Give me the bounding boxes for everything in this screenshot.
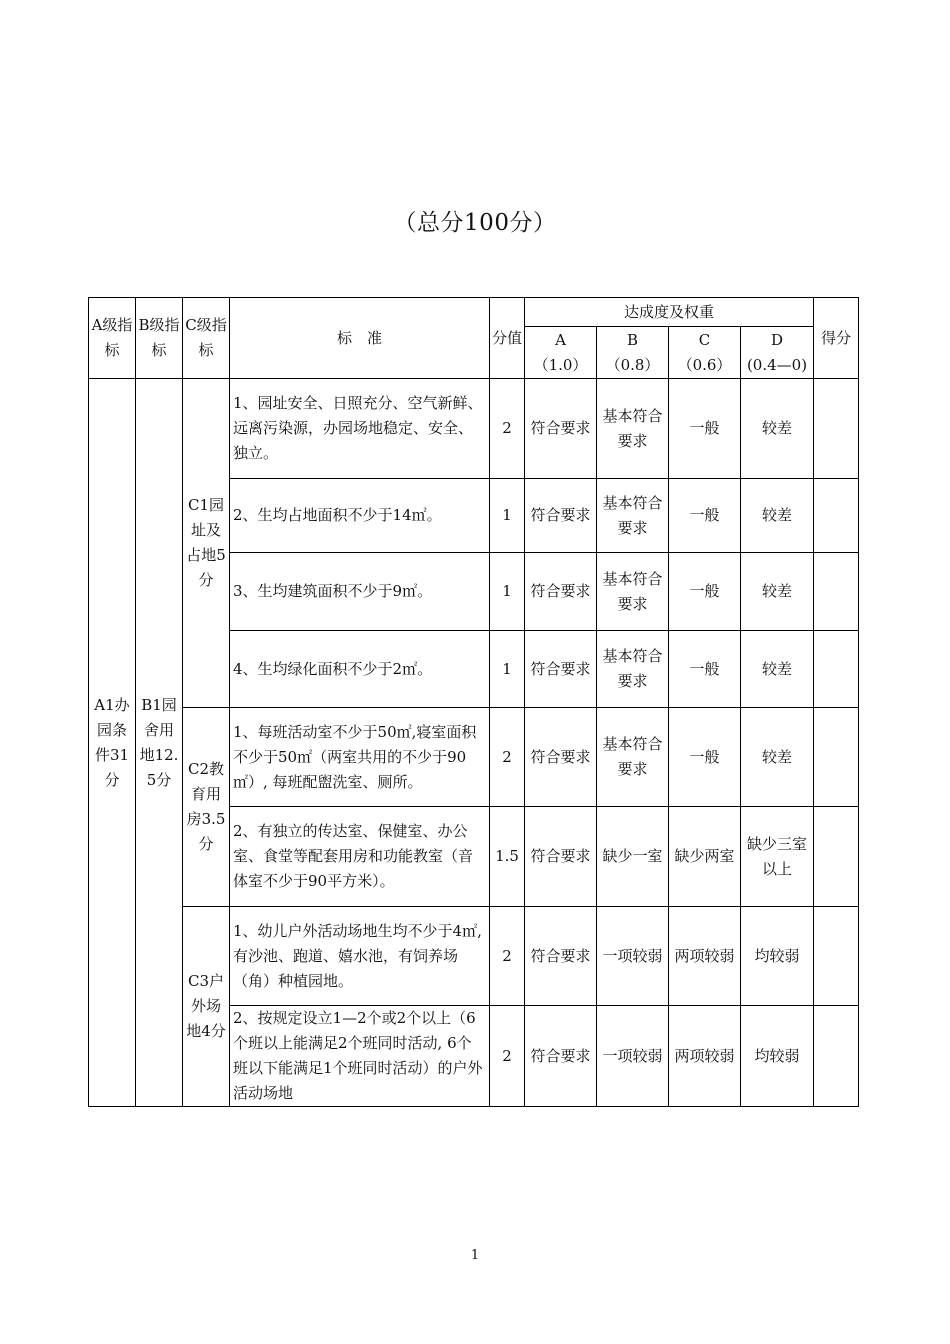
grade-d-letter: D [770, 330, 784, 349]
standard-cell: 1、园址安全、日照充分、空气新鲜、远离污染源，办园场地稳定、安全、独立。 [230, 379, 490, 479]
score-value-cell: 1 [490, 553, 525, 631]
b1-cell: B1园舍用地12.5分 [136, 379, 183, 1107]
page-title: （总分100分） [393, 210, 557, 236]
c3-cell: C3户外场地4分 [183, 907, 230, 1107]
grade-a-letter: A [555, 330, 566, 349]
grade-d-cell: 较差 [741, 553, 814, 631]
header-grade-d [741, 327, 814, 379]
standard-cell: 1、每班活动室不少于50㎡,寝室面积不少于50㎡（两室共用的不少于90㎡）, 每班配盥洗室、厕所。 [230, 708, 490, 807]
obtained-score-cell[interactable] [814, 1006, 859, 1107]
grade-c-cell: 两项较弱 [669, 907, 741, 1006]
grade-c-cell: 一般 [669, 631, 741, 708]
grade-c-cell: 一般 [669, 553, 741, 631]
header-b-level: B级指标 [136, 298, 183, 379]
score-value-cell: 1.5 [490, 807, 525, 907]
grade-a-cell: 符合要求 [525, 379, 597, 479]
grade-d-cell: 均较弱 [741, 1006, 814, 1107]
score-value-cell: 2 [490, 708, 525, 807]
evaluation-table [88, 297, 859, 1107]
grade-a-cell: 符合要求 [525, 708, 597, 807]
grade-a-cell: 符合要求 [525, 479, 597, 553]
grade-b-cell: 基本符合要求 [597, 631, 669, 708]
grade-d-cell: 较差 [741, 379, 814, 479]
header-grade-a [525, 327, 597, 379]
c2-cell: C2教育用房3.5分 [183, 708, 230, 907]
score-value-cell: 1 [490, 479, 525, 553]
grade-b-cell: 缺少一室 [597, 807, 669, 907]
grade-b-cell: 一项较弱 [597, 907, 669, 1006]
header-c-level: C级指标 [183, 298, 230, 379]
obtained-score-cell[interactable] [814, 553, 859, 631]
grade-a-cell: 符合要求 [525, 631, 597, 708]
grade-b-cell: 基本符合要求 [597, 479, 669, 553]
grade-b-letter: B [626, 330, 639, 349]
grade-c-cell: 一般 [669, 379, 741, 479]
obtained-score-cell[interactable] [814, 631, 859, 708]
score-value-cell: 2 [490, 907, 525, 1006]
grade-c-cell: 缺少两室 [669, 807, 741, 907]
grade-c-cell: 一般 [669, 708, 741, 807]
page-number: 1 [470, 1248, 480, 1263]
score-value-cell: 2 [490, 1006, 525, 1107]
grade-b-cell: 基本符合要求 [597, 553, 669, 631]
grade-c-weight: （0.6） [677, 355, 732, 374]
header-grade-b [597, 327, 669, 379]
header-a-level: A级指标 [89, 298, 136, 379]
header-obtained: 得分 [814, 298, 859, 379]
obtained-score-cell[interactable] [814, 479, 859, 553]
grade-b-cell: 基本符合要求 [597, 708, 669, 807]
standard-cell: 3、生均建筑面积不少于9㎡。 [230, 553, 490, 631]
grade-c-letter: C [698, 330, 711, 349]
header-score-value: 分值 [490, 298, 525, 379]
grade-c-cell: 两项较弱 [669, 1006, 741, 1107]
obtained-score-cell[interactable] [814, 379, 859, 479]
grade-b-cell: 一项较弱 [597, 1006, 669, 1107]
grade-d-cell: 均较弱 [741, 907, 814, 1006]
grade-d-cell: 较差 [741, 708, 814, 807]
score-value-cell: 1 [490, 631, 525, 708]
standard-cell: 2、有独立的传达室、保健室、办公室、食堂等配套用房和功能教室（音体室不少于90平方米）。 [230, 807, 490, 907]
a1-cell: A1办园条件31分 [89, 379, 136, 1107]
standard-cell: 2、生均占地面积不少于14㎡。 [230, 479, 490, 553]
header-row [89, 298, 859, 327]
obtained-score-cell[interactable] [814, 807, 859, 907]
header-achievement: 达成度及权重 [525, 298, 814, 327]
c1-cell: C1园址及占地5分 [183, 379, 230, 708]
obtained-score-cell[interactable] [814, 907, 859, 1006]
grade-b-weight: （0.8） [605, 355, 660, 374]
grade-a-cell: 符合要求 [525, 807, 597, 907]
grade-a-weight: （1.0） [533, 355, 588, 374]
grade-a-cell: 符合要求 [525, 553, 597, 631]
grade-c-cell: 一般 [669, 479, 741, 553]
grade-d-cell: 较差 [741, 479, 814, 553]
grade-a-cell: 符合要求 [525, 907, 597, 1006]
obtained-score-cell[interactable] [814, 708, 859, 807]
table-row [89, 379, 859, 479]
grade-a-cell: 符合要求 [525, 1006, 597, 1107]
header-grade-c [669, 327, 741, 379]
standard-cell: 4、生均绿化面积不少于2㎡。 [230, 631, 490, 708]
header-standard: 标 准 [230, 298, 490, 379]
standard-cell: 2、按规定设立1—2个或2个以上（6个班以上能满足2个班同时活动, 6个班以下能满足1个班同时活动）的户外活动场地 [230, 1006, 490, 1107]
standard-cell: 1、幼儿户外活动场地生均不少于4㎡, 有沙池、跑道、嬉水池，有饲养场（角）种植园地。 [230, 907, 490, 1006]
grade-d-weight: (0.4—0) [746, 355, 808, 374]
grade-b-cell: 基本符合要求 [597, 379, 669, 479]
table-row [89, 708, 859, 807]
grade-d-cell: 缺少三室以上 [741, 807, 814, 907]
score-value-cell: 2 [490, 379, 525, 479]
table-row [89, 907, 859, 1006]
grade-d-cell: 较差 [741, 631, 814, 708]
